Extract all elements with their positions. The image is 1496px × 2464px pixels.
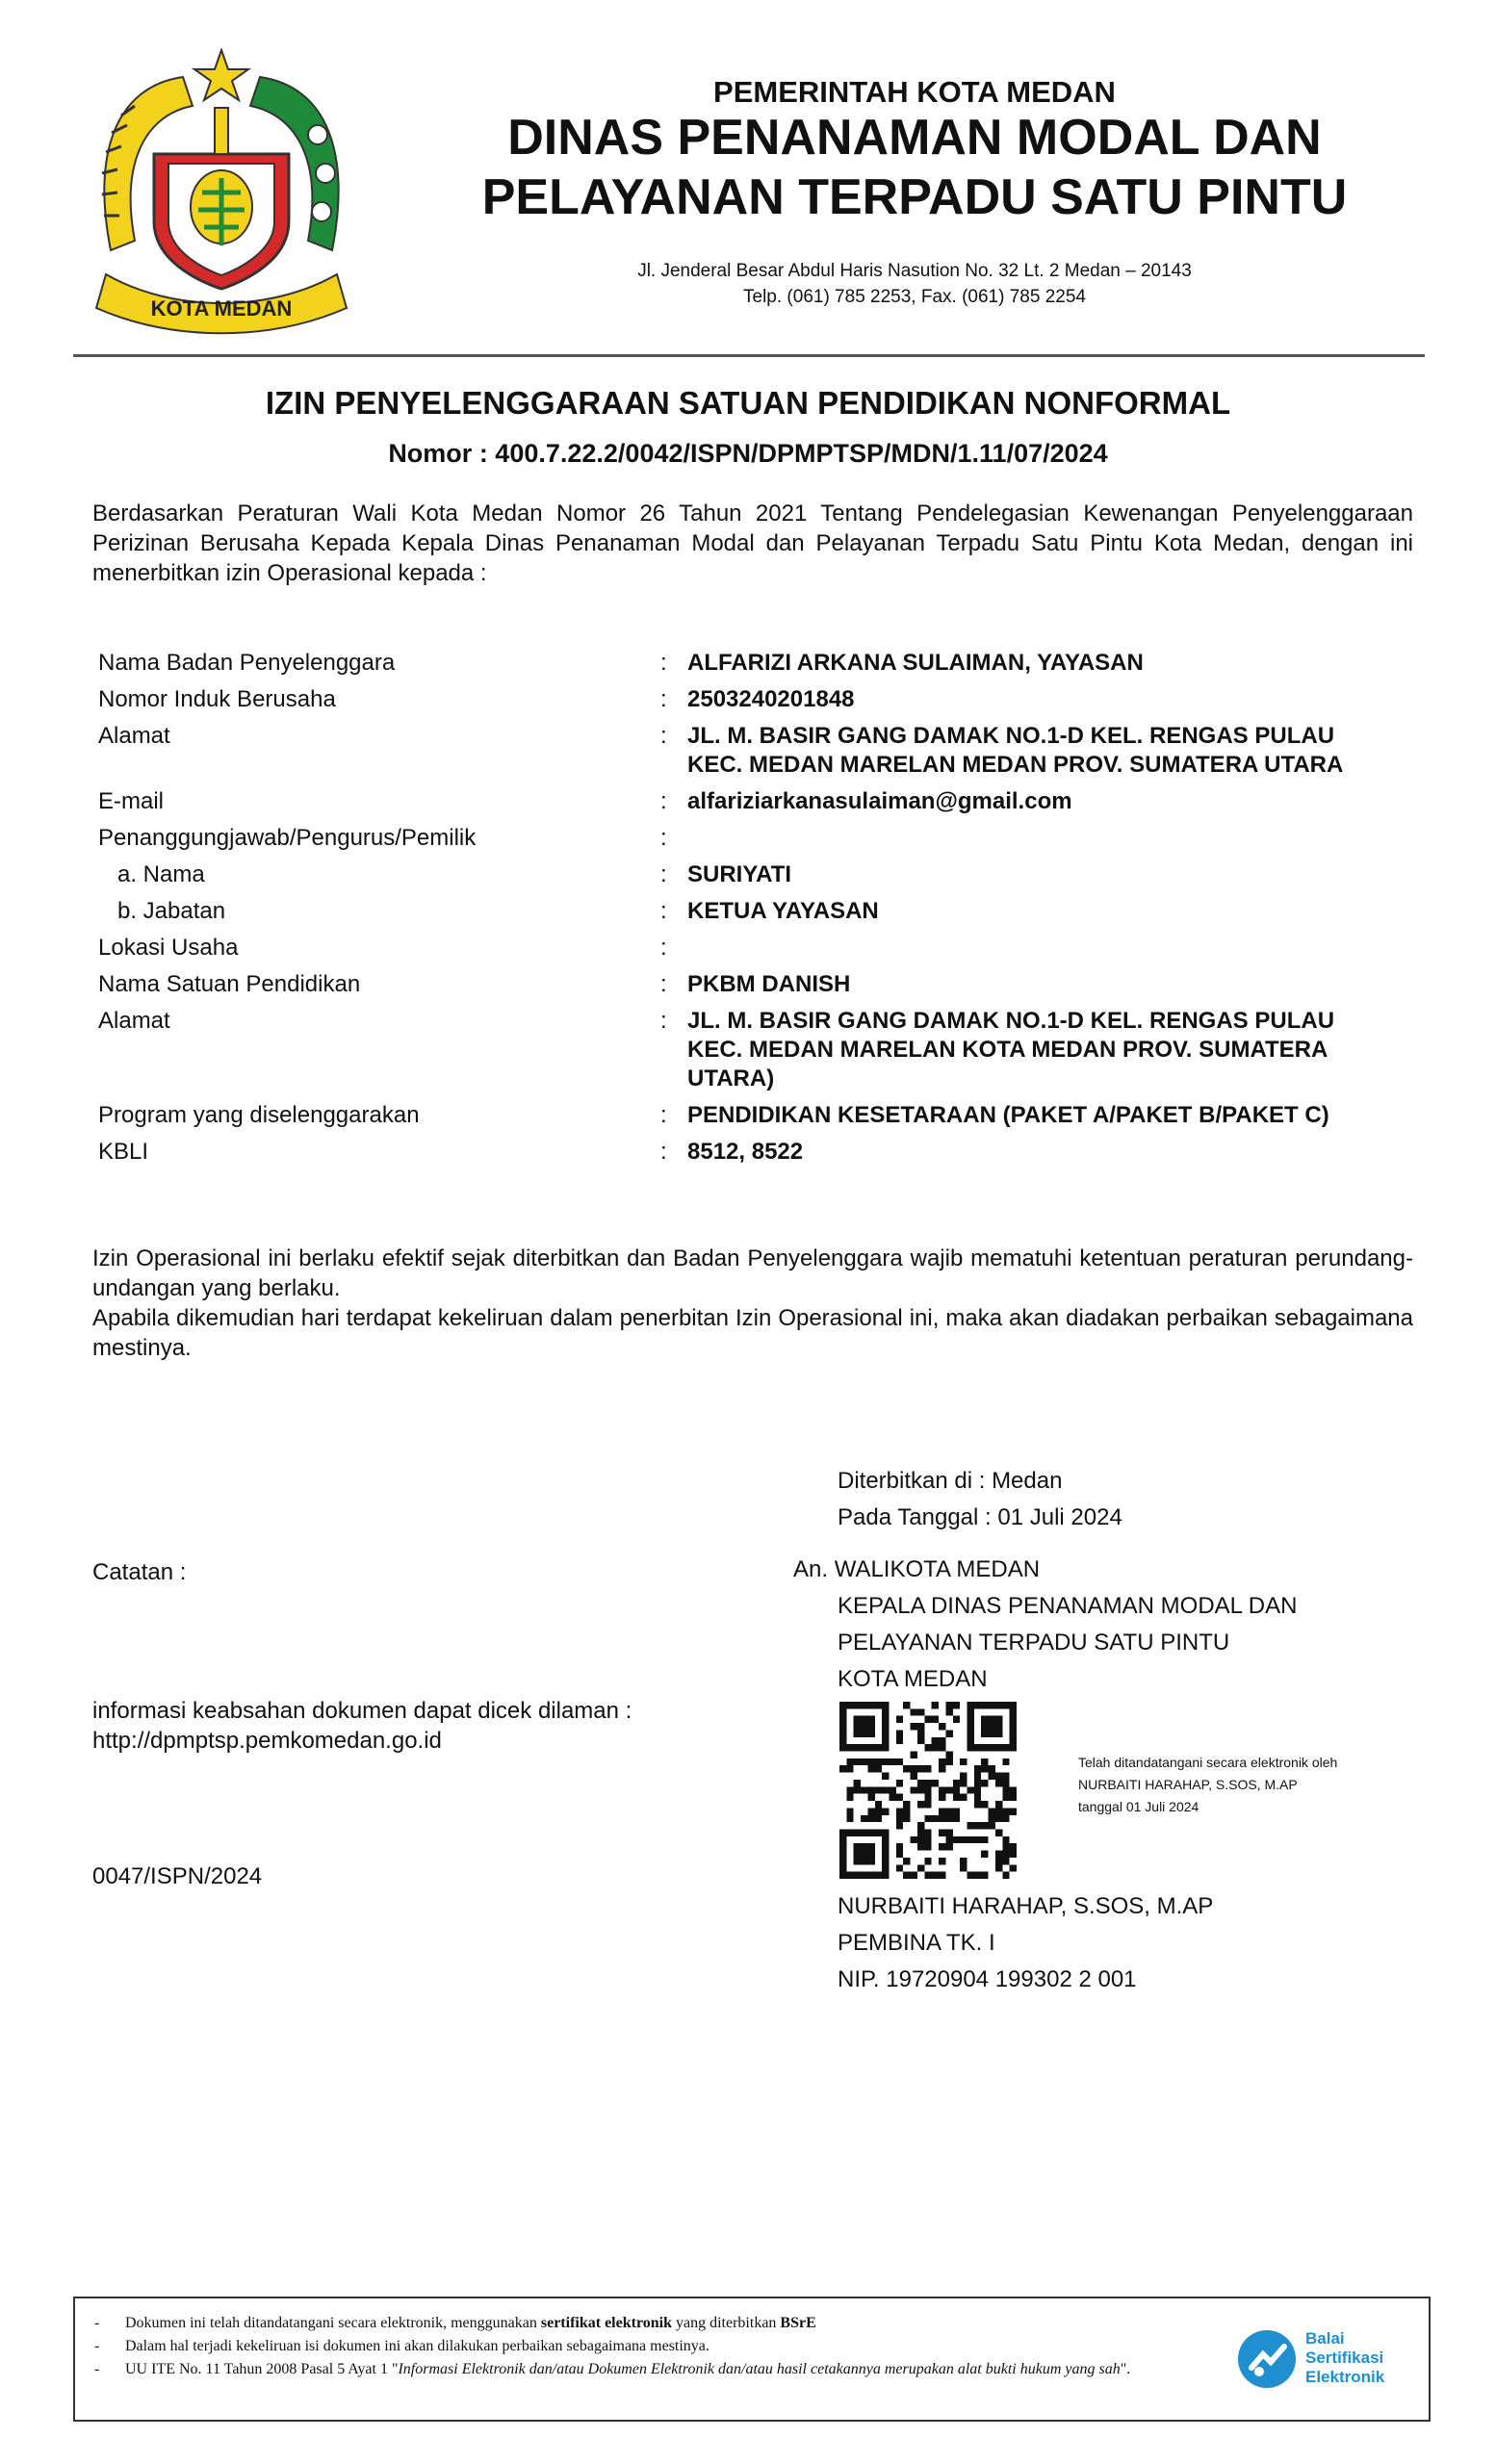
qr-module <box>867 1786 874 1793</box>
qr-module <box>945 1836 952 1843</box>
qr-module <box>896 1808 903 1814</box>
qr-module <box>846 1815 853 1822</box>
qr-module <box>974 1836 981 1843</box>
address-line-1: Jl. Jenderal Besar Abdul Haris Nasution No. 32 Lt. 2 Medan – 20143 <box>637 261 1192 281</box>
field-value: ALFARIZI ARKANA SULAIMAN, YAYASAN <box>687 650 1144 676</box>
field-row <box>98 824 1413 853</box>
qr-module <box>945 1702 952 1708</box>
qr-module <box>1002 1815 1009 1822</box>
qr-module <box>854 1758 861 1765</box>
qr-module <box>854 1780 861 1786</box>
issue-date: Pada Tanggal : 01 Juli 2024 <box>838 1504 1122 1530</box>
issuance-info <box>838 1463 1122 1536</box>
qr-module <box>989 1808 995 1814</box>
field-label: b. Jabatan <box>117 898 226 924</box>
qr-module <box>932 1744 939 1751</box>
qr-module <box>917 1708 924 1715</box>
qr-module <box>960 1758 967 1765</box>
footer-note-text <box>125 2312 816 2335</box>
footer-note-3-quote: Informasi Elektronik dan/atau Dokumen Elektronik dan/atau hasil cetakannya merupakan alat bukti hukum yang sah <box>398 2361 1121 2377</box>
qr-module <box>932 1737 939 1744</box>
qr-module <box>989 1765 995 1772</box>
field-colon: : <box>660 1139 667 1165</box>
document-title: IZIN PENYELENGGARAAN SATUAN PENDIDIKAN NONFORMAL <box>265 385 1231 421</box>
field-colon: : <box>660 650 667 676</box>
qr-module <box>846 1758 853 1765</box>
field-colon: : <box>660 1102 667 1128</box>
field-colon: : <box>660 861 667 887</box>
field-value: JL. M. BASIR GANG DAMAK NO.1-D KEL. RENGAS PULAU KEC. MEDAN MARELAN MEDAN PROV. SUMATERA UTARA <box>687 723 1344 778</box>
qr-module <box>932 1872 939 1879</box>
qr-module <box>911 1752 917 1758</box>
qr-module <box>995 1851 1002 1858</box>
qr-module <box>974 1765 981 1772</box>
signer-details <box>838 1888 1213 1998</box>
qr-module <box>939 1843 945 1850</box>
qr-module <box>981 1780 988 1786</box>
qr-module <box>896 1737 903 1744</box>
qr-module <box>960 1794 967 1801</box>
field-value: 2503240201848 <box>687 686 855 712</box>
qr-module <box>911 1765 917 1772</box>
qr-module <box>1010 1864 1017 1871</box>
qr-module <box>846 1794 853 1801</box>
qr-module <box>917 1780 924 1786</box>
qr-module <box>896 1843 903 1850</box>
qr-module <box>882 1808 889 1814</box>
issue-place: Diterbitkan di : Medan <box>838 1468 1063 1494</box>
qr-module <box>1010 1786 1017 1793</box>
qr-module <box>861 1758 867 1765</box>
field-label: Penanggungjawab/Pengurus/Pemilik <box>98 825 477 851</box>
qr-module <box>917 1765 924 1772</box>
qr-module <box>917 1801 924 1808</box>
qr-module <box>953 1815 960 1822</box>
office-address <box>433 258 1396 310</box>
qr-module <box>953 1702 960 1708</box>
field-colon: : <box>660 1008 667 1034</box>
qr-module <box>1002 1836 1009 1843</box>
qr-module <box>945 1829 952 1835</box>
qr-module <box>945 1808 952 1814</box>
signer-name: NURBAITI HARAHAP, S.SOS, M.AP <box>838 1893 1214 1919</box>
department-name <box>433 108 1396 227</box>
field-value: PKBM DANISH <box>687 971 851 997</box>
field-colon: : <box>660 971 667 997</box>
department-line-1: DINAS PENANAMAN MODAL DAN <box>507 110 1322 166</box>
qr-module <box>1010 1808 1017 1814</box>
qr-module <box>903 1815 910 1822</box>
footer-note <box>94 2335 1230 2358</box>
qr-module <box>854 1786 861 1793</box>
esign-statement <box>1078 1752 1337 1818</box>
verification-link[interactable]: http://dpmptsp.pemkomedan.go.id <box>92 1728 442 1754</box>
qr-module <box>1010 1794 1017 1801</box>
qr-module <box>917 1864 924 1871</box>
footer-notes <box>94 2312 1230 2381</box>
qr-module <box>995 1780 1002 1786</box>
field-value <box>687 934 1413 962</box>
qr-module <box>903 1765 910 1772</box>
qr-module <box>953 1836 960 1843</box>
qr-module <box>974 1794 981 1801</box>
qr-module <box>939 1829 945 1835</box>
qr-module <box>867 1808 874 1814</box>
footer-note-text <box>125 2358 1130 2381</box>
footer-note <box>94 2312 1230 2335</box>
qr-module <box>917 1786 924 1793</box>
field-value: 8512, 8522 <box>687 1139 804 1165</box>
field-label: Nama Satuan Pendidikan <box>98 971 361 997</box>
field-colon: : <box>660 788 667 814</box>
qr-module <box>896 1716 903 1723</box>
field-label: E-mail <box>98 788 165 814</box>
qr-module <box>875 1786 882 1793</box>
qr-module <box>924 1872 931 1879</box>
qr-module <box>939 1808 945 1814</box>
qr-module <box>896 1864 903 1871</box>
qr-module <box>939 1872 945 1879</box>
qr-module <box>917 1723 924 1730</box>
qr-module <box>903 1872 910 1879</box>
qr-module <box>960 1780 967 1786</box>
qr-module <box>854 1716 875 1737</box>
qr-module <box>981 1851 988 1858</box>
qr-module <box>924 1744 931 1751</box>
qr-module <box>1002 1851 1009 1858</box>
bsre-line-3: Elektronik <box>1305 2368 1385 2386</box>
field-row <box>98 649 1413 678</box>
qr-module <box>854 1843 875 1864</box>
qr-module <box>917 1730 924 1736</box>
qr-module <box>1002 1786 1009 1793</box>
on-behalf-line: An. WALIKOTA MEDAN <box>793 1556 1041 1582</box>
bsre-line-2: Sertifikasi <box>1305 2348 1384 2367</box>
field-row <box>98 897 1413 926</box>
qr-module <box>911 1872 917 1879</box>
qr-module <box>911 1723 917 1730</box>
bsre-name <box>1305 2329 1384 2387</box>
field-row <box>98 787 1413 816</box>
qr-module <box>932 1780 939 1786</box>
qr-module <box>1002 1780 1009 1786</box>
qr-module <box>1002 1872 1009 1879</box>
footer-note <box>94 2358 1230 2381</box>
qr-module <box>1002 1808 1009 1814</box>
footer-note-1-cert: sertifikat elektronik <box>540 2315 672 2331</box>
qr-module <box>924 1829 931 1835</box>
qr-module <box>875 1808 882 1814</box>
qr-module <box>924 1843 931 1850</box>
qr-module <box>989 1815 995 1822</box>
footer-note-1-pre: Dokumen ini telah ditandatangani secara elektronik, menggunakan <box>125 2315 537 2331</box>
qr-module <box>953 1794 960 1801</box>
verification-info <box>92 1696 632 1756</box>
qr-module <box>939 1765 945 1772</box>
signer-nip: NIP. 19720904 199302 2 001 <box>838 1966 1137 1992</box>
footer-note-2: Dalam hal terjadi kekeliruan isi dokumen ini akan dilakukan perbaikan sebagaimana mestinya. <box>125 2338 709 2354</box>
qr-module <box>867 1815 874 1822</box>
qr-module <box>861 1786 867 1793</box>
footer-dash: - <box>94 2315 100 2331</box>
qr-module <box>1002 1794 1009 1801</box>
signer-position <box>838 1588 1297 1698</box>
qr-module <box>932 1815 939 1822</box>
qr-module <box>945 1758 952 1765</box>
qr-module <box>867 1794 874 1801</box>
esign-line-2: NURBAITI HARAHAP, S.SOS, M.AP <box>1078 1777 1298 1792</box>
qr-module <box>903 1702 910 1708</box>
field-row <box>98 685 1413 714</box>
position-line-2: PELAYANAN TERPADU SATU PINTU <box>838 1630 1230 1656</box>
field-row <box>98 970 1413 999</box>
qr-module <box>960 1836 967 1843</box>
qr-module <box>939 1815 945 1822</box>
qr-module <box>882 1758 889 1765</box>
verification-text: informasi keabsahan dokumen dapat dicek dilaman : <box>92 1698 632 1724</box>
qr-module <box>867 1758 874 1765</box>
field-colon: : <box>660 898 667 924</box>
qr-module <box>1002 1773 1009 1780</box>
qr-module <box>1002 1843 1009 1850</box>
qr-module <box>945 1843 952 1850</box>
qr-module <box>1002 1858 1009 1864</box>
qr-module <box>932 1702 939 1708</box>
qr-module <box>896 1822 903 1829</box>
qr-module <box>903 1801 910 1808</box>
qr-module <box>945 1708 952 1715</box>
qr-module <box>903 1808 910 1814</box>
field-colon: : <box>660 935 667 961</box>
qr-module <box>974 1786 981 1793</box>
esign-line-1: Telah ditandatangani secara elektronik oleh <box>1078 1755 1338 1770</box>
license-fields <box>98 649 1413 1174</box>
field-value: PENDIDIKAN KESETARAAN (PAKET A/PAKET B/PAKET C) <box>687 1102 1329 1128</box>
field-label: Nomor Induk Berusaha <box>98 686 336 712</box>
qr-module <box>981 1765 988 1772</box>
header-divider <box>73 354 1425 357</box>
field-label: KBLI <box>98 1139 149 1165</box>
qr-module <box>846 1786 853 1793</box>
qr-module <box>945 1752 952 1758</box>
qr-module <box>924 1786 931 1793</box>
qr-module <box>995 1864 1002 1871</box>
qr-module <box>939 1758 945 1765</box>
qr-module <box>890 1758 896 1765</box>
field-label: Alamat <box>98 1008 170 1034</box>
qr-code-icon <box>839 1702 1017 1879</box>
qr-module <box>917 1737 924 1744</box>
qr-module <box>882 1773 889 1780</box>
qr-module <box>924 1780 931 1786</box>
qr-module <box>896 1780 903 1786</box>
qr-module <box>939 1723 945 1730</box>
qr-module <box>911 1786 917 1793</box>
qr-module <box>974 1822 981 1829</box>
field-row <box>98 1007 1413 1093</box>
field-label: a. Nama <box>117 861 205 887</box>
field-label: Lokasi Usaha <box>98 935 239 961</box>
field-colon: : <box>660 686 667 712</box>
qr-module <box>917 1829 924 1835</box>
qr-module <box>875 1758 882 1765</box>
intro-paragraph: Berdasarkan Peraturan Wali Kota Medan Nomor 26 Tahun 2021 Tentang Pendelegasian Kewenangan Penyelenggaraan Perizinan Berusaha Kepada Kepala Dinas Penanaman Modal dan Pelayanan Terpadu Satu Pintu Kota Medan, dengan ini menerbitkan izin Operasional kepada : <box>92 500 1413 586</box>
field-value: SURIYATI <box>687 861 792 887</box>
kota-medan-emblem-icon <box>77 48 366 337</box>
qr-module <box>924 1801 931 1808</box>
qr-module <box>890 1794 896 1801</box>
field-label: Nama Badan Penyelenggara <box>98 650 396 676</box>
qr-module <box>967 1836 973 1843</box>
qr-module <box>896 1815 903 1822</box>
qr-module <box>945 1730 952 1736</box>
qr-module <box>903 1858 910 1864</box>
qr-module <box>967 1872 973 1879</box>
qr-module <box>953 1716 960 1723</box>
qr-module <box>861 1815 867 1822</box>
field-value: KETUA YAYASAN <box>687 898 879 924</box>
qr-module <box>846 1808 853 1814</box>
document-code: 0047/ISPN/2024 <box>92 1863 263 1889</box>
qr-module <box>924 1815 931 1822</box>
qr-module <box>911 1708 917 1715</box>
qr-module <box>995 1773 1002 1780</box>
correction-paragraph: Apabila dikemudian hari terdapat kekeliruan dalam penerbitan Izin Operasional ini, maka akan diadakan perbaikan sebagaimana mestinya. <box>92 1305 1413 1361</box>
qr-module <box>939 1794 945 1801</box>
footer-box <box>73 2297 1431 2422</box>
document-number: Nomor : 400.7.22.2/0042/ISPN/DPMPTSP/MDN/1.11/07/2024 <box>388 439 1108 468</box>
qr-module <box>839 1765 846 1772</box>
qr-module <box>981 1758 988 1765</box>
qr-module <box>917 1836 924 1843</box>
department-line-2: PELAYANAN TERPADU SATU PINTU <box>481 169 1348 225</box>
qr-module <box>945 1786 952 1793</box>
qr-module <box>960 1773 967 1780</box>
field-value: alfariziarkanasulaiman@gmail.com <box>687 788 1072 814</box>
qr-module <box>875 1801 882 1808</box>
validity-paragraph: Izin Operasional ini berlaku efektif sejak diterbitkan dan Badan Penyelenggara wajib mematuhi ketentuan peraturan perundang-undangan yang berlaku. <box>92 1245 1413 1301</box>
qr-module <box>896 1851 903 1858</box>
qr-module <box>995 1801 1002 1808</box>
qr-module <box>932 1716 939 1723</box>
footer-note-1-mid: yang diterbitkan <box>676 2315 777 2331</box>
qr-module <box>875 1765 882 1772</box>
qr-module <box>875 1815 882 1822</box>
field-label: Alamat <box>98 723 170 749</box>
qr-module <box>974 1872 981 1879</box>
footer-dash: - <box>94 2361 100 2377</box>
qr-module <box>924 1794 931 1801</box>
qr-module <box>981 1836 988 1843</box>
qr-module <box>953 1780 960 1786</box>
field-row <box>98 934 1413 962</box>
field-value: JL. M. BASIR GANG DAMAK NO.1-D KEL. RENGAS PULAU KEC. MEDAN MARELAN KOTA MEDAN PROV. SUMATERA UTARA) <box>687 1008 1335 1091</box>
qr-module <box>846 1765 853 1772</box>
field-row <box>98 1138 1413 1167</box>
qr-module <box>995 1815 1002 1822</box>
qr-module <box>974 1773 981 1780</box>
qr-module <box>953 1786 960 1793</box>
qr-module <box>939 1786 945 1793</box>
qr-module <box>1002 1758 1009 1765</box>
field-colon: : <box>660 825 667 851</box>
qr-module <box>981 1801 988 1808</box>
qr-module <box>896 1794 903 1801</box>
position-line-3: KOTA MEDAN <box>838 1666 988 1692</box>
qr-module <box>945 1815 952 1822</box>
qr-module <box>939 1858 945 1864</box>
qr-module <box>867 1765 874 1772</box>
qr-module <box>924 1836 931 1843</box>
qr-module <box>911 1773 917 1780</box>
qr-module <box>896 1730 903 1736</box>
qr-module <box>974 1801 981 1808</box>
bsre-line-1: Balai <box>1305 2329 1345 2348</box>
qr-module <box>995 1829 1002 1835</box>
qr-module <box>924 1858 931 1864</box>
qr-module <box>967 1786 973 1793</box>
footer-note-3-pre: UU ITE No. 11 Tahun 2008 Pasal 5 Ayat 1 " <box>125 2361 399 2377</box>
government-name: PEMERINTAH KOTA MEDAN <box>713 75 1116 109</box>
qr-module <box>939 1737 945 1744</box>
qr-module <box>917 1822 924 1829</box>
notes-label: Catatan : <box>92 1559 187 1585</box>
qr-module <box>896 1758 903 1765</box>
qr-module <box>953 1808 960 1814</box>
field-label: Program yang diselenggarakan <box>98 1102 420 1128</box>
field-colon: : <box>660 723 667 749</box>
qr-module <box>960 1864 967 1871</box>
qr-module <box>995 1808 1002 1814</box>
qr-module <box>960 1858 967 1864</box>
qr-module <box>939 1744 945 1751</box>
qr-module <box>917 1843 924 1850</box>
closing-paragraphs <box>92 1244 1413 1363</box>
qr-module <box>981 1822 988 1829</box>
qr-module <box>924 1716 931 1723</box>
field-row <box>98 1101 1413 1130</box>
qr-module <box>890 1786 896 1793</box>
address-line-2: Telp. (061) 785 2253, Fax. (061) 785 2254 <box>743 287 1086 307</box>
qr-module <box>989 1773 995 1780</box>
footer-dash: - <box>94 2338 100 2354</box>
qr-module <box>995 1858 1002 1864</box>
qr-module <box>911 1836 917 1843</box>
field-value <box>687 824 1413 853</box>
qr-module <box>974 1780 981 1786</box>
esign-line-3: tanggal 01 Juli 2024 <box>1078 1799 1199 1814</box>
qr-module <box>967 1822 973 1829</box>
qr-module <box>989 1822 995 1829</box>
qr-module <box>1010 1851 1017 1858</box>
logo-ribbon-text: KOTA MEDAN <box>150 296 293 321</box>
footer-note-3-post: ". <box>1120 2361 1131 2377</box>
qr-module <box>1010 1843 1017 1850</box>
footer-note-1-bsre: BSrE <box>780 2315 816 2331</box>
qr-module <box>981 1872 988 1879</box>
position-line-1: KEPALA DINAS PENANAMAN MODAL DAN <box>838 1593 1298 1619</box>
field-row <box>98 722 1413 780</box>
signer-rank: PEMBINA TK. I <box>838 1930 995 1956</box>
field-row <box>98 860 1413 889</box>
qr-module <box>981 1716 1002 1737</box>
qr-module <box>924 1765 931 1772</box>
qr-module <box>882 1786 889 1793</box>
